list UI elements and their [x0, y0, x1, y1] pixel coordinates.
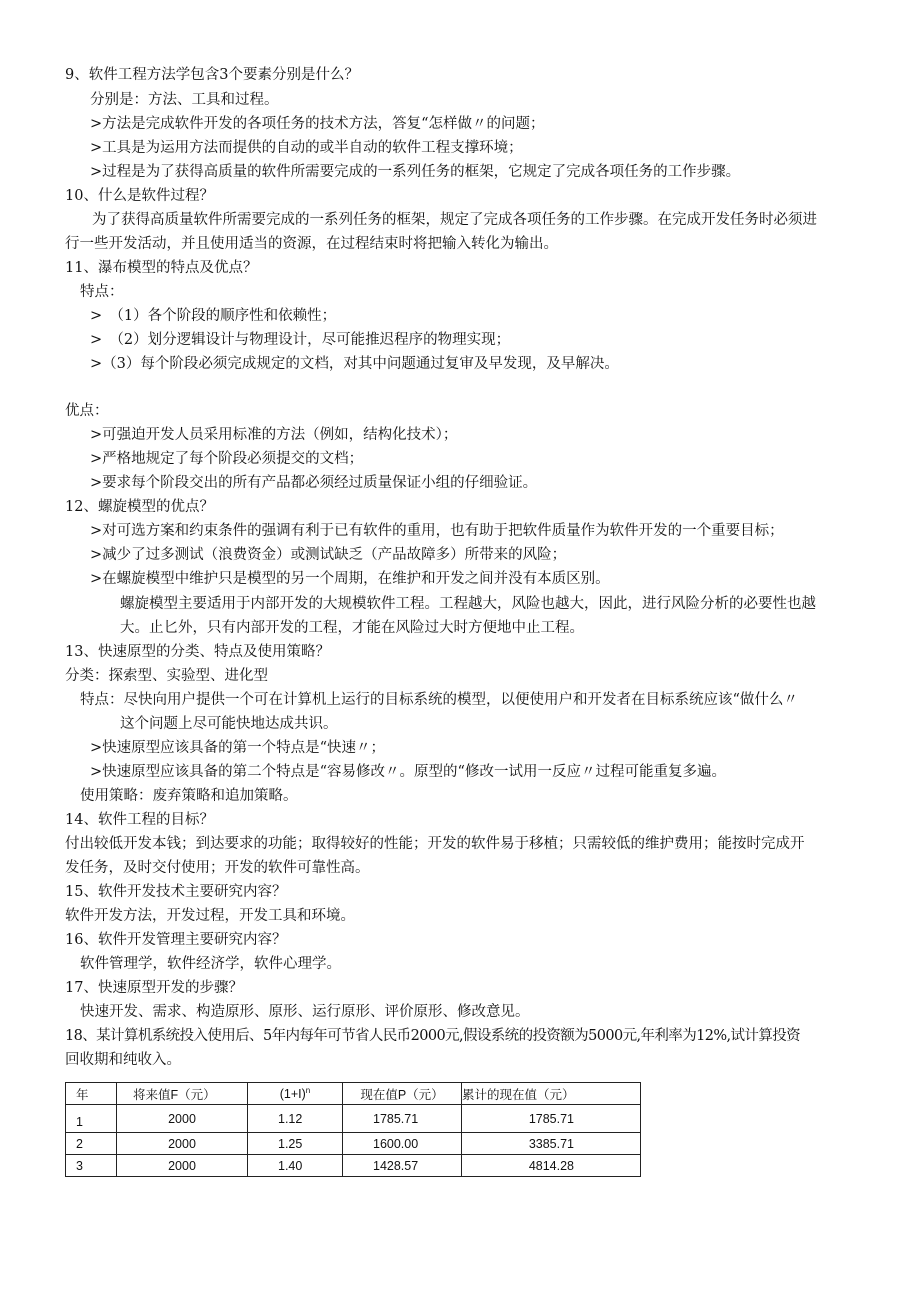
q11-advantage-3: >要求每个阶段交出的所有产品都必须经过质量保证小组的仔细验证。 [90, 475, 538, 491]
q13-features-line1: 特点：尽快向用户提供一个可在计算机上运行的目标系统的模型，以便使用户和开发者在目标系统应该“做什么〃 [80, 692, 798, 708]
header-factor-exponent: n [305, 1085, 311, 1095]
q17-heading: 17、快速原型开发的步骤？ [65, 980, 243, 996]
q15-heading: 15、软件开发技术主要研究内容？ [65, 884, 287, 900]
q17-answer: 快速开发、需求、构造原形、原形、运行原形、评价原形、修改意见。 [80, 1004, 530, 1020]
q13-features-line2: 这个问题上尽可能快地达成共识。 [120, 716, 338, 732]
cell-factor: 1.40 [248, 1155, 343, 1177]
q10-answer-line1: 为了获得高质量软件所需要完成的一系列任务的框架，规定了完成各项任务的工作步骤。在完成开发任务时必须进 [92, 212, 817, 228]
cell-year: 2 [66, 1133, 117, 1155]
cell-cumulative-value: 4814.28 [462, 1155, 641, 1177]
q12-bullet-1: >对可选方案和约束条件的强调有利于已有软件的重用，也有助于把软件质量作为软件开发的一个重要目标； [90, 523, 784, 539]
header-factor: $(1+I)^n$ [248, 1083, 343, 1105]
cell-present-value: 1785.71 [343, 1105, 462, 1133]
q10-heading: 10、什么是软件过程？ [65, 188, 214, 204]
q12-summary-line2: 大。止匕外，只有内部开发的工程，才能在风险过大时方便地中止工程。 [120, 620, 584, 636]
q16-heading: 16、软件开发管理主要研究内容？ [65, 932, 287, 948]
investment-table [65, 1082, 641, 1177]
cell-present-value: 1600.00 [343, 1133, 462, 1155]
q14-heading: 14、软件工程的目标？ [65, 812, 214, 828]
q9-bullet-tool: >工具是为运用方法而提供的自动的或半自动的软件工程支撑环境； [90, 140, 523, 156]
table-header-row [66, 1083, 641, 1105]
q9-answer-intro: 分别是：方法、工具和过程。 [90, 92, 279, 108]
header-year: 年 [66, 1083, 117, 1105]
cell-factor: 1.25 [248, 1133, 343, 1155]
cell-future-value: 2000 [117, 1133, 248, 1155]
header-present-value: 现在值P（元） [343, 1083, 462, 1105]
q11-feature-1: > （1）各个阶段的顺序性和依赖性； [90, 308, 337, 324]
q11-feature-2: > （2）划分逻辑设计与物理设计，尽可能推迟程序的物理实现； [90, 332, 511, 348]
q18-heading-line2: 回收期和纯收入。 [65, 1052, 181, 1068]
q11-feature-3: >（3）每个阶段必须完成规定的文档，对其中问题通过复审及早发现，及早解决。 [90, 356, 619, 372]
table-row [66, 1133, 641, 1155]
header-future-value: 将来值F（元） [117, 1083, 248, 1105]
q13-categories: 分类：探索型、实验型、进化型 [65, 668, 268, 684]
q11-advantages-label: 优点： [65, 403, 109, 419]
q11-advantage-1: >可强迫开发人员采用标准的方法（例如，结构化技术）； [90, 427, 458, 443]
q11-advantage-2: >严格地规定了每个阶段必须提交的文档； [90, 451, 364, 467]
table-row [66, 1155, 641, 1177]
cell-factor: 1.12 [248, 1105, 343, 1133]
q16-answer: 软件管理学，软件经济学，软件心理学。 [80, 956, 341, 972]
cell-present-value: 1428.57 [343, 1155, 462, 1177]
header-cumulative-value: 累计的现在值（元） [462, 1083, 641, 1105]
q12-heading: 12、螺旋模型的优点？ [65, 499, 214, 515]
q13-heading: 13、快速原型的分类、特点及使用策略？ [65, 644, 330, 660]
table-row [66, 1105, 641, 1133]
q14-answer-line2: 发任务，及时交付使用；开发的软件可靠性高。 [65, 860, 370, 876]
q12-bullet-3: >在螺旋模型中维护只是模型的另一个周期，在维护和开发之间并没有本质区别。 [90, 571, 610, 587]
q12-summary-line1: 螺旋模型主要适用于内部开发的大规模软件工程。工程越大，风险也越大，因此，进行风险分析的必要性也越 [120, 596, 816, 612]
q18-heading-line1: 18、某计算机系统投入使用后、5年内每年可节省人民币2000元,假设系统的投资额为5000元,年利率为12%,试计算投资 [65, 1028, 801, 1044]
q9-heading: 9、软件工程方法学包含3个要素分别是什么？ [65, 67, 359, 83]
q11-features-label: 特点： [80, 284, 124, 300]
q10-answer-line2: 行一些开发活动，并且使用适当的资源，在过程结束时将把输入转化为输出。 [65, 236, 558, 252]
q9-bullet-process: >过程是为了获得高质量的软件所需要完成的一系列任务的框架，它规定了完成各项任务的工作步骤。 [90, 164, 741, 180]
cell-future-value: 2000 [117, 1155, 248, 1177]
cell-year: 1 [66, 1105, 117, 1133]
cell-future-value: 2000 [117, 1105, 248, 1133]
q14-answer-line1: 付出较低开发本钱；到达要求的功能；取得较好的性能；开发的软件易于移植；只需较低的维护费用；能按时完成开 [65, 836, 805, 852]
cell-cumulative-value: 1785.71 [462, 1105, 641, 1133]
q13-bullet-1: >快速原型应该具备的第一个特点是“快速〃； [90, 740, 386, 756]
q13-bullet-2: >快速原型应该具备的第二个特点是“容易修改〃。原型的“修改一试用一反应〃过程可能重复多遍。 [90, 764, 726, 780]
cell-year: 3 [66, 1155, 117, 1177]
q13-strategy: 使用策略：废弃策略和追加策略。 [80, 788, 298, 804]
q11-heading: 11、瀑布模型的特点及优点？ [65, 260, 258, 276]
cell-cumulative-value: 3385.71 [462, 1133, 641, 1155]
q9-bullet-method: >方法是完成软件开发的各项任务的技术方法，答复“怎样做〃的问题； [90, 116, 545, 132]
q12-bullet-2: >减少了过多测试（浪费资金）或测试缺乏（产品故障多）所带来的风险； [90, 547, 567, 563]
q15-answer: 软件开发方法，开发过程，开发工具和环境。 [65, 908, 355, 924]
